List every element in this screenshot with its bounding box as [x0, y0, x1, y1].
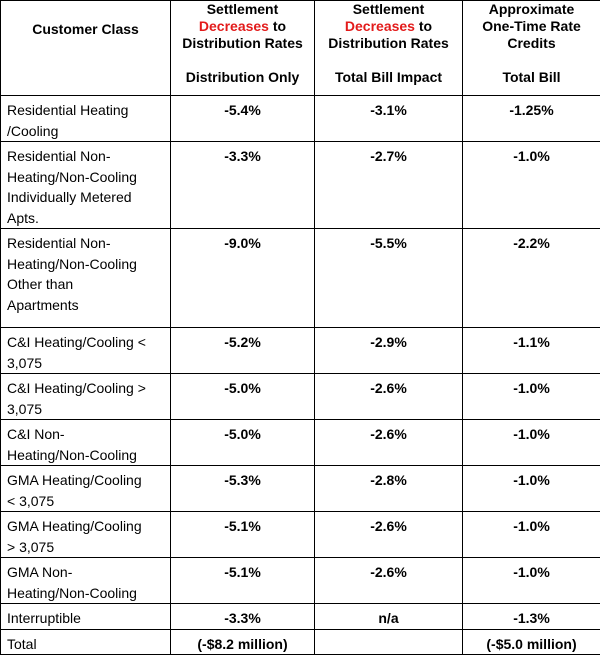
table-row [1, 420, 600, 466]
dist-value: -5.2% [171, 328, 315, 374]
credit-value: -1.25% [463, 96, 600, 142]
row-label-line: Other than [7, 276, 73, 292]
dist-value: -5.1% [171, 558, 315, 604]
total-dist-value: (-$8.2 million) [171, 629, 315, 655]
total-value: -2.6% [315, 420, 463, 466]
row-label [1, 466, 171, 512]
header-customer-class-text: Customer Class [1, 21, 170, 38]
header-total-accent: Decreases [345, 18, 415, 34]
row-label-line: C&I Heating/Cooling > [7, 380, 146, 396]
credit-value: -1.0% [463, 512, 600, 558]
row-label-line: 3,075 [7, 401, 42, 417]
header-dist-line2 [171, 18, 314, 35]
total-value: -2.7% [315, 142, 463, 229]
header-credit-line2: One-Time Rate [463, 18, 600, 35]
total-value: -2.9% [315, 328, 463, 374]
table-row [1, 512, 600, 558]
row-label-line: C&I Non- [7, 426, 65, 442]
header-total-line3: Distribution Rates [315, 35, 462, 52]
row-label [1, 512, 171, 558]
credit-value: -1.0% [463, 558, 600, 604]
header-rate-credits [463, 1, 600, 96]
credit-value: -1.0% [463, 420, 600, 466]
row-label-line: GMA Heating/Cooling [7, 518, 142, 534]
row-label-line: Individually Metered [7, 189, 132, 205]
header-distribution-only [171, 1, 315, 96]
dist-value: -5.1% [171, 512, 315, 558]
table-row [1, 328, 600, 374]
header-dist-line3: Distribution Rates [171, 35, 314, 52]
credit-value: -1.0% [463, 142, 600, 229]
row-label-line: GMA Heating/Cooling [7, 472, 142, 488]
dist-value: -5.0% [171, 374, 315, 420]
row-label [1, 558, 171, 604]
table-row [1, 229, 600, 328]
header-credit-sub: Total Bill [463, 69, 600, 86]
dist-value: -3.3% [171, 142, 315, 229]
table-row [1, 604, 600, 630]
row-label [1, 604, 171, 630]
header-total-sub: Total Bill Impact [315, 69, 462, 86]
row-label-line: > 3,075 [7, 539, 54, 555]
row-label [1, 229, 171, 328]
credit-value: -2.2% [463, 229, 600, 328]
row-label-line: Apts. [7, 210, 39, 226]
header-customer-class [1, 1, 171, 96]
row-label [1, 374, 171, 420]
header-credit-line1: Approximate [463, 1, 600, 18]
table-header-row [1, 1, 600, 96]
row-label [1, 420, 171, 466]
dist-value: -9.0% [171, 229, 315, 328]
dist-value: -3.3% [171, 604, 315, 630]
row-label-line: Residential Non- [7, 148, 111, 164]
header-total-after-accent: to [415, 18, 432, 34]
table-row [1, 466, 600, 512]
row-label-line: C&I Heating/Cooling < [7, 334, 146, 350]
header-dist-sub: Distribution Only [171, 69, 314, 86]
row-label-line: Heating/Non-Cooling [7, 256, 137, 272]
row-label [1, 142, 171, 229]
total-credit-value: (-$5.0 million) [463, 629, 600, 655]
table-row [1, 558, 600, 604]
credit-value: -1.0% [463, 466, 600, 512]
header-dist-accent: Decreases [199, 18, 269, 34]
row-label-line: Apartments [7, 297, 79, 313]
dist-value: -5.0% [171, 420, 315, 466]
row-label-line: < 3,075 [7, 493, 54, 509]
row-label-line: Interruptible [7, 610, 81, 626]
row-label-line: Heating/Non-Cooling [7, 169, 137, 185]
row-label-line: 3,075 [7, 355, 42, 371]
total-value: n/a [315, 604, 463, 630]
table-row [1, 374, 600, 420]
header-credit-line3: Credits [463, 35, 600, 52]
total-value: -5.5% [315, 229, 463, 328]
total-value: -2.6% [315, 374, 463, 420]
row-label-line: Heating/Non-Cooling [7, 447, 137, 463]
row-label-line: GMA Non- [7, 564, 72, 580]
credit-value: -1.0% [463, 374, 600, 420]
total-value: -2.6% [315, 558, 463, 604]
header-total-line2 [315, 18, 462, 35]
header-dist-line1: Settlement [171, 1, 314, 18]
row-label [1, 96, 171, 142]
header-dist-after-accent: to [269, 18, 286, 34]
header-total-line1: Settlement [315, 1, 462, 18]
header-total-bill-impact [315, 1, 463, 96]
row-label-line: /Cooling [7, 123, 58, 139]
table-row [1, 96, 600, 142]
total-value: -2.6% [315, 512, 463, 558]
total-label: Total [1, 629, 171, 655]
total-value: -3.1% [315, 96, 463, 142]
row-label-line: Residential Non- [7, 235, 111, 251]
credit-value: -1.1% [463, 328, 600, 374]
dist-value: -5.3% [171, 466, 315, 512]
row-label-line: Residential Heating [7, 102, 128, 118]
row-label [1, 328, 171, 374]
credit-value: -1.3% [463, 604, 600, 630]
table-row [1, 142, 600, 229]
row-label-line: Heating/Non-Cooling [7, 585, 137, 601]
dist-value: -5.4% [171, 96, 315, 142]
total-value: -2.8% [315, 466, 463, 512]
total-row [1, 629, 600, 655]
total-total-value [315, 629, 463, 655]
